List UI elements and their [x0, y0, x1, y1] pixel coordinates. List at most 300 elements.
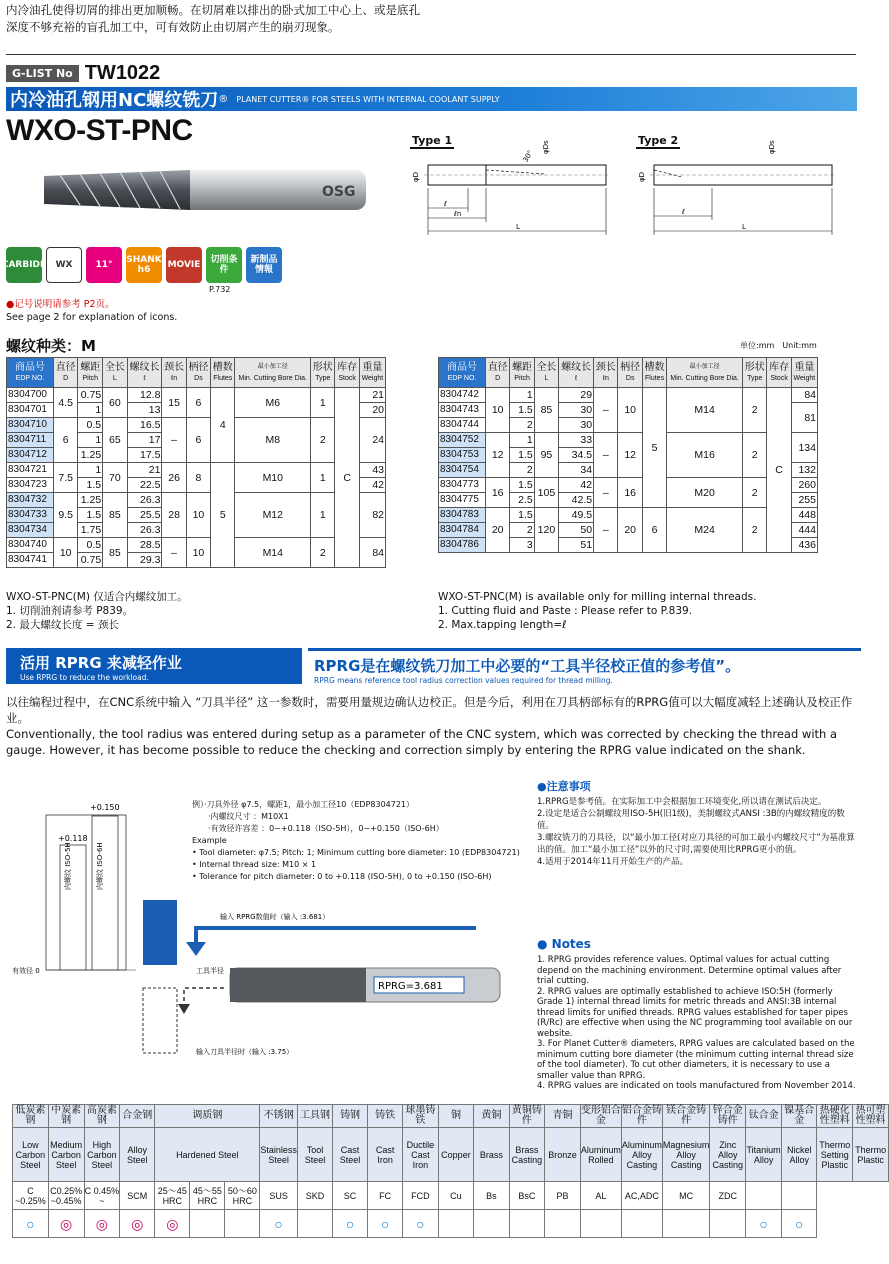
title-en: PLANET CUTTER® FOR STEELS WITH INTERNAL COOLANT SUPPLY: [236, 94, 500, 104]
col-header-10: [767, 358, 791, 388]
glist-label: G-LIST No: [6, 65, 79, 82]
diagram-input-radius: 输入刀具半径时（输入 :3.75）: [196, 1048, 294, 1056]
stock-cell: C: [335, 388, 359, 568]
note-zh-2: 3.螺纹铣刀的刀具径，以“最小加工径(对应刀具径的可加工最小内螺纹尺寸”为基准算出的值。加工“最小加工径”以外的尺寸时,需要使用比RPRG更小的值。: [537, 833, 855, 855]
edp-cell: 8304710: [7, 418, 54, 433]
shank-dia-cell: 10: [618, 388, 642, 433]
edp-cell: 8304743: [439, 403, 486, 418]
col-header-11: [359, 358, 385, 388]
col-header-0: [7, 358, 54, 388]
table-row: [7, 463, 386, 478]
col-header-en: D: [495, 374, 501, 382]
icon-page-ref: P.732: [209, 285, 231, 294]
weight-cell: 134: [791, 433, 817, 463]
spec-table-left: [6, 357, 386, 568]
col-header-zh: 重量: [794, 361, 815, 373]
material-code-cell: 25～45 HRC: [155, 1182, 190, 1210]
table-row: [439, 478, 818, 493]
neck-length-cell: 15: [162, 388, 186, 418]
suitability-mark: [474, 1210, 509, 1238]
material-name-en: Brass Casting: [509, 1128, 545, 1182]
diameter-cell: 10: [486, 388, 510, 433]
material-code-cell: C ~0.25%: [13, 1182, 49, 1210]
col-header-5: [594, 358, 618, 388]
suitability-mark: [621, 1210, 662, 1238]
type1-ln: ℓn: [454, 210, 462, 218]
material-name-en: Copper: [438, 1128, 474, 1182]
table-note-en-0: WXO-ST-PNC(M) is available only for milling internal threads.: [438, 591, 757, 603]
suitability-mark: ◎: [84, 1210, 120, 1238]
edp-cell: 8304711: [7, 433, 54, 448]
diagram-v150: +0.150: [90, 803, 120, 812]
edp-cell: 8304752: [439, 433, 486, 448]
edp-cell: 8304740: [7, 538, 54, 553]
type-cell: 2: [311, 538, 335, 568]
shank-dia-cell: 10: [186, 493, 210, 538]
pitch-cell: 1.5: [510, 448, 534, 463]
example-block: [192, 799, 520, 883]
title-zh: 内冷油孔钢用NC螺纹铣刀: [10, 90, 219, 111]
example-line-0: 例）·刀具外径 φ7.5，螺距1，最小加工径10（EDP8304721）: [192, 800, 415, 809]
col-header-en: Min. Cutting Bore Dia.: [670, 374, 739, 382]
note-en-3: 4. RPRG values are indicated on tools manufactured from November 2014.: [537, 1081, 856, 1091]
type1-angle: 30°: [521, 148, 535, 164]
table-note-en-2: 2. Max.tapping length=ℓ: [438, 619, 567, 631]
shank-dia-cell: 6: [186, 388, 210, 418]
min-bore-cell: M10: [235, 463, 311, 493]
suitability-mark: [710, 1210, 746, 1238]
pitch-cell: 2: [510, 463, 534, 478]
material-name-zh: 热可塑性塑料: [853, 1105, 889, 1128]
material-code-cell: SCM: [120, 1182, 155, 1210]
suitability-mark: ○: [782, 1210, 817, 1238]
diagram-v118: +0.118: [58, 834, 88, 843]
col-header-9: [311, 358, 335, 388]
length-cell: 65: [103, 418, 127, 463]
type-cell: 2: [743, 433, 767, 478]
col-header-zh: 重量: [362, 361, 383, 373]
min-bore-cell: M24: [667, 508, 743, 553]
material-name-zh: 镁合金铸件: [662, 1105, 710, 1128]
table-notes-zh: [6, 590, 188, 632]
thread-length-cell: 25.5: [127, 508, 162, 523]
pitch-cell: 3: [510, 538, 534, 553]
material-name-en: Tool Steel: [297, 1128, 332, 1182]
min-bore-cell: M16: [667, 433, 743, 478]
material-name-en: Stainless Steel: [260, 1128, 298, 1182]
col-header-zh: 全长: [104, 361, 125, 373]
icon-note-zh: ●记号说明请参考 P2页。: [6, 299, 115, 310]
edp-cell: 8304741: [7, 553, 54, 568]
suitability-mark: ○: [368, 1210, 403, 1238]
thread-length-cell: 49.5: [559, 508, 594, 523]
material-name-zh: 钛合金: [746, 1105, 782, 1128]
col-header-zh: 库存: [769, 361, 790, 373]
material-name-zh: 镍基合金: [782, 1105, 817, 1128]
length-cell: 70: [103, 463, 127, 493]
material-name-en: Bronze: [545, 1128, 581, 1182]
note-en-0: 1. RPRG provides reference values. Optimal values for actual cutting depend on the machining environment. Determine optimal values after trial cutting.: [537, 955, 842, 986]
col-header-en: Ds: [194, 374, 203, 382]
table-row: [439, 508, 818, 523]
col-header-zh: 最小加工径: [257, 363, 288, 370]
flutes-cell: 5: [642, 388, 666, 508]
material-name-zh: 青铜: [545, 1105, 581, 1128]
rprg-paragraph: [6, 694, 862, 758]
spec-table-right: [438, 357, 818, 553]
pitch-cell: 0.75: [78, 553, 103, 568]
col-header-en: Flutes: [213, 374, 233, 382]
material-code-cell: Bs: [474, 1182, 509, 1210]
diagram-bar1: 内螺纹 ISO-5H: [64, 842, 72, 890]
material-code-cell: MC: [662, 1182, 710, 1210]
material-name-en: Nickel Alloy: [782, 1128, 817, 1182]
shank-dia-cell: 12: [618, 433, 642, 478]
feature-icon-5: 切削条件: [206, 247, 242, 283]
shank-dia-cell: 10: [186, 538, 210, 568]
suitability-mark: [545, 1210, 581, 1238]
edp-cell: 8304775: [439, 493, 486, 508]
type-cell: 2: [743, 388, 767, 433]
icon-note-en: See page 2 for explanation of icons.: [6, 312, 178, 323]
thread-length-cell: 26.3: [127, 523, 162, 538]
edp-cell: 8304700: [7, 388, 54, 403]
material-name-en: Cast Steel: [333, 1128, 368, 1182]
rprg-left-en: Use RPRG to reduce the workload.: [20, 673, 149, 682]
material-name-en: Ductile Cast Iron: [403, 1128, 439, 1182]
type2-drawing: [630, 140, 844, 240]
feature-icon-6: 新制品情報: [246, 247, 282, 283]
intro-text: 内冷油孔使得切屑的排出更加顺畅。在切屑难以排出的卧式加工中心上、或是底孔深度不够充裕的盲孔加工中，可有效防止由切屑产生的崩刃现象。: [6, 3, 420, 34]
col-header-en: Stock: [770, 374, 788, 382]
material-row: [13, 1182, 889, 1210]
col-header-2: [78, 358, 103, 388]
pitch-cell: 0.5: [78, 538, 103, 553]
col-header-8: [235, 358, 311, 388]
type-cell: 2: [743, 508, 767, 553]
type-cell: 1: [311, 388, 335, 418]
material-name-zh: 锌合金铸件: [710, 1105, 746, 1128]
type2-L: L: [742, 223, 746, 231]
material-name-zh: 低炭素钢: [13, 1105, 49, 1128]
col-header-en: ℓ: [574, 374, 578, 382]
material-code-cell: ZDC: [710, 1182, 746, 1210]
type1-drawing: [404, 140, 614, 240]
top-divider: [6, 54, 856, 55]
edp-cell: 8304734: [7, 523, 54, 538]
thread-length-cell: 42.5: [559, 493, 594, 508]
notes-zh: [537, 796, 859, 868]
col-header-en: Type: [747, 374, 763, 382]
col-header-zh: 螺距: [512, 361, 533, 373]
material-code-cell: PB: [545, 1182, 581, 1210]
col-header-en: Pitch: [82, 374, 99, 382]
col-header-zh: 形状: [312, 361, 333, 373]
rprg-paragraph-zh: 以往编程过程中，在CNC系统中输入 “刀具半径” 这一参数时，需要用量规边确认边校正。但是今后，利用在刀具柄部标有的RPRG值可以大幅度减轻上述确认及校正作业。: [6, 695, 853, 725]
thread-length-cell: 29.3: [127, 553, 162, 568]
table-note-zh-0: WXO-ST-PNC(M) 仅适合内螺纹加工。: [6, 591, 188, 603]
weight-cell: 42: [359, 478, 385, 493]
suitability-mark: ◎: [48, 1210, 84, 1238]
pitch-cell: 0.75: [78, 388, 103, 403]
type1-l: ℓ: [444, 200, 447, 208]
material-name-en: Thermo Plastic: [853, 1128, 889, 1182]
col-header-en: Type: [315, 374, 331, 382]
thread-length-cell: 30: [559, 403, 594, 418]
material-name-en: Thermo Setting Plastic: [817, 1128, 853, 1182]
diameter-cell: 4.5: [54, 388, 78, 418]
min-bore-cell: M14: [667, 388, 743, 433]
material-code-cell: 50～60 HRC: [225, 1182, 260, 1210]
thread-length-cell: 13: [127, 403, 162, 418]
length-cell: 105: [534, 478, 558, 508]
col-header-1: [486, 358, 510, 388]
material-name-en: Alloy Steel: [120, 1128, 155, 1182]
col-header-en: L: [112, 374, 117, 382]
col-header-en: D: [63, 374, 69, 382]
material-name-en: Aluminum Rolled: [580, 1128, 621, 1182]
pitch-cell: 2: [510, 418, 534, 433]
material-name-en: Magnesium Alloy Casting: [662, 1128, 710, 1182]
suitability-mark: ○: [746, 1210, 782, 1238]
material-name-zh: 铸铁: [368, 1105, 403, 1128]
example-line-4: • Tool diameter: φ7.5; Pitch: 1; Minimum cutting bore diameter: 10 (EDP8304721): [192, 848, 520, 857]
rprg-left-zh: 活用 RPRG 来减轻作业: [20, 654, 182, 672]
material-code-cell: C 0.45% ~: [84, 1182, 120, 1210]
diagram-bar2: 内螺纹 ISO-6H: [96, 842, 104, 890]
edp-cell: 8304723: [7, 478, 54, 493]
type-cell: 2: [311, 418, 335, 463]
thread-length-cell: 26.3: [127, 493, 162, 508]
tool-picture: [40, 166, 370, 214]
weight-cell: 43: [359, 463, 385, 478]
rprg-banner-left: [6, 648, 302, 684]
thread-length-cell: 42: [559, 478, 594, 493]
material-code-cell: [782, 1182, 817, 1210]
col-header-9: [743, 358, 767, 388]
pitch-cell: 1: [510, 388, 534, 403]
material-code-cell: SC: [333, 1182, 368, 1210]
thread-type-heading: 螺纹种类：M: [6, 337, 96, 355]
notes-en: [537, 955, 859, 1092]
col-header-en: ℓn: [171, 374, 178, 382]
material-name-zh: 球墨铸铁: [403, 1105, 439, 1128]
table-note-zh-2: 2. 最大螺纹长度 = 颈长: [6, 619, 119, 631]
suitability-mark: [190, 1210, 225, 1238]
min-bore-cell: M8: [235, 418, 311, 463]
col-header-4: [559, 358, 594, 388]
pitch-cell: 0.5: [78, 418, 103, 433]
rprg-right-en: RPRG means reference tool radius correction values required for thread milling.: [314, 676, 613, 685]
material-name-zh: 变形铝合金: [580, 1105, 621, 1126]
length-cell: 85: [534, 388, 558, 433]
length-cell: 120: [534, 508, 558, 553]
material-name-zh: 合金钢: [120, 1105, 155, 1128]
unit-label: 单位:mm Unit:mm: [740, 341, 817, 350]
notes-en-title: ● Notes: [537, 937, 591, 951]
col-header-zh: 螺纹长: [129, 361, 160, 373]
edp-cell: 8304773: [439, 478, 486, 493]
edp-cell: 8304712: [7, 448, 54, 463]
col-header-en: Stock: [338, 374, 356, 382]
length-cell: 85: [103, 493, 127, 538]
material-name-en: Cast Iron: [368, 1128, 403, 1182]
feature-icon-2: 11°: [86, 247, 122, 283]
material-row: [13, 1210, 889, 1238]
col-header-7: [642, 358, 666, 388]
note-en-1: 2. RPRG values are optimally established to achieve ISO:5H (formerly Grade 1) internal thread limits for metric threads and ANSI:3B internal thread limits for unified threads. RPRG values established for taper pipes (R/Rc) are effective when using the NC programming tool available on our website.: [537, 986, 853, 1039]
edp-cell: 8304742: [439, 388, 486, 403]
neck-length-cell: 28: [162, 493, 186, 538]
suitability-mark: ○: [13, 1210, 49, 1238]
icon-note: [6, 298, 177, 324]
weight-cell: 84: [359, 538, 385, 568]
edp-cell: 8304753: [439, 448, 486, 463]
material-name-zh: 黄铜: [474, 1105, 509, 1128]
col-header-zh: 槽数: [644, 361, 665, 373]
material-name-zh: 中炭素钢: [48, 1105, 84, 1128]
col-header-zh: 最小加工径: [689, 363, 720, 370]
diagram-input-rprg: 输入 RPRG数值时（输入 :3.681）: [220, 913, 330, 921]
col-header-4: [127, 358, 162, 388]
thread-length-cell: 28.5: [127, 538, 162, 553]
col-header-en: Ds: [625, 374, 635, 382]
edp-cell: 8304733: [7, 508, 54, 523]
thread-length-cell: 29: [559, 388, 594, 403]
material-code-cell: BsC: [509, 1182, 545, 1210]
col-header-zh: 颈长: [164, 361, 185, 373]
shank-dia-cell: 8: [186, 463, 210, 493]
note-zh-1: 2.设定是适合公制螺纹用ISO-5H(旧1级)，美制螺纹式ANSI :3B的内螺纹精度的数值。: [537, 809, 845, 831]
pitch-cell: 1: [78, 463, 103, 478]
title-registered: ®: [218, 93, 229, 105]
diameter-cell: 10: [54, 538, 78, 568]
svg-text:OSG: OSG: [322, 184, 356, 200]
material-code-cell: C0.25% ~0.45%: [48, 1182, 84, 1210]
material-name-en: Low Carbon Steel: [13, 1128, 49, 1182]
thread-length-cell: 12.8: [127, 388, 162, 403]
material-name-en: High Carbon Steel: [84, 1128, 120, 1182]
table-note-en-1: 1. Cutting fluid and Paste : Please refer to P.839.: [438, 605, 693, 617]
table-row: [7, 493, 386, 508]
table-note-zh-1: 1. 切削油剂请参考 P839。: [6, 605, 134, 617]
thread-length-cell: 30: [559, 418, 594, 433]
col-header-zh: 柄径: [188, 361, 209, 373]
stock-cell: C: [767, 388, 791, 553]
type2-l: ℓ: [682, 208, 685, 216]
col-header-en: EDP NO.: [447, 374, 477, 382]
thread-length-cell: 17: [127, 433, 162, 448]
col-header-en: ℓn: [602, 374, 609, 382]
neck-length-cell: –: [594, 478, 618, 508]
pitch-cell: 1.5: [78, 478, 103, 493]
thread-length-cell: 34: [559, 463, 594, 478]
min-bore-cell: M20: [667, 478, 743, 508]
diameter-cell: 7.5: [54, 463, 78, 493]
col-header-8: [667, 358, 743, 388]
col-header-zh: 商品号: [15, 361, 45, 373]
title-bar: [6, 87, 857, 111]
pitch-cell: 1.5: [78, 508, 103, 523]
material-name-zh: 铸钢: [333, 1105, 368, 1128]
col-header-2: [510, 358, 534, 388]
length-cell: 85: [103, 538, 127, 568]
pitch-cell: 1.25: [78, 448, 103, 463]
material-code-cell: Cu: [438, 1182, 474, 1210]
thread-length-cell: 17.5: [127, 448, 162, 463]
suitability-mark: [438, 1210, 474, 1238]
example-line-2: ·有效径许容差 ：0~+0.118（ISO-5H），0~+0.150（ISO-6H）: [192, 824, 444, 833]
example-line-6: • Tolerance for pitch diameter: 0 to +0.118 (ISO-5H), 0 to +0.150 (ISO-6H): [192, 872, 492, 881]
col-header-3: [534, 358, 558, 388]
col-header-6: [186, 358, 210, 388]
rprg-paragraph-en: Conventionally, the tool radius was entered during setup as a parameter of the CNC system, which was corrected by checking the thread with a gauge. However, it has become possible to reduce the checking and correction simply by entering the RPRG value indicated on the shank.: [6, 727, 838, 757]
weight-cell: 84: [791, 388, 817, 403]
material-name-zh: 调质钢: [155, 1105, 260, 1128]
length-cell: 60: [103, 388, 127, 418]
flutes-cell: 4: [211, 388, 235, 463]
shank-dia-cell: 16: [618, 478, 642, 508]
suitability-mark: [662, 1210, 710, 1238]
type2-ds: φDs: [768, 140, 776, 154]
suitability-mark: ○: [260, 1210, 298, 1238]
material-table: [12, 1104, 889, 1238]
weight-cell: 132: [791, 463, 817, 478]
material-code-cell: FC: [368, 1182, 403, 1210]
type1-ds: φDs: [542, 140, 550, 154]
col-header-11: [791, 358, 817, 388]
suitability-mark: ◎: [155, 1210, 190, 1238]
weight-cell: 21: [359, 388, 385, 403]
material-row: [13, 1128, 889, 1182]
col-header-en: ℓ: [143, 374, 146, 382]
material-name-en: Aluminum Alloy Casting: [621, 1128, 662, 1182]
col-header-zh: 全长: [536, 361, 557, 373]
table-row: [439, 433, 818, 448]
weight-cell: 444: [791, 523, 817, 538]
thread-length-cell: 50: [559, 523, 594, 538]
diameter-cell: 20: [486, 508, 510, 553]
feature-icon-0: CARBIDE: [6, 247, 42, 283]
col-header-zh: 库存: [337, 361, 358, 373]
col-header-zh: 柄径: [620, 361, 641, 373]
col-header-zh: 直径: [55, 361, 76, 373]
material-name-en: Brass: [474, 1128, 509, 1182]
edp-cell: 8304744: [439, 418, 486, 433]
pitch-cell: 1: [78, 433, 103, 448]
material-code-cell: FCD: [403, 1182, 439, 1210]
weight-cell: 255: [791, 493, 817, 508]
material-code-cell: SUS: [260, 1182, 298, 1210]
flutes-cell: 6: [642, 508, 666, 553]
material-row: [13, 1105, 889, 1128]
neck-length-cell: –: [594, 388, 618, 433]
edp-cell: 8304754: [439, 463, 486, 478]
feature-icon-1: WX: [46, 247, 82, 283]
weight-cell: 448: [791, 508, 817, 523]
diameter-cell: 6: [54, 418, 78, 463]
neck-length-cell: –: [162, 418, 186, 463]
col-header-zh: 颈长: [595, 361, 616, 373]
col-header-1: [54, 358, 78, 388]
note-en-2: 3. For Planet Cutter® diameters, RPRG values are calculated based on the minimum cutting bore diameter (the minimum cutting internal thread size of the tool diameter). To cut other diameters, it is necessary to use a smaller value than RPRG.: [537, 1039, 855, 1081]
pitch-cell: 1.5: [510, 478, 534, 493]
pitch-cell: 1: [510, 433, 534, 448]
rprg-banner-right: [308, 648, 861, 684]
material-name-zh: 黄铜铸件: [509, 1105, 545, 1128]
material-code-cell: SKD: [297, 1182, 332, 1210]
thread-length-cell: 34.5: [559, 448, 594, 463]
